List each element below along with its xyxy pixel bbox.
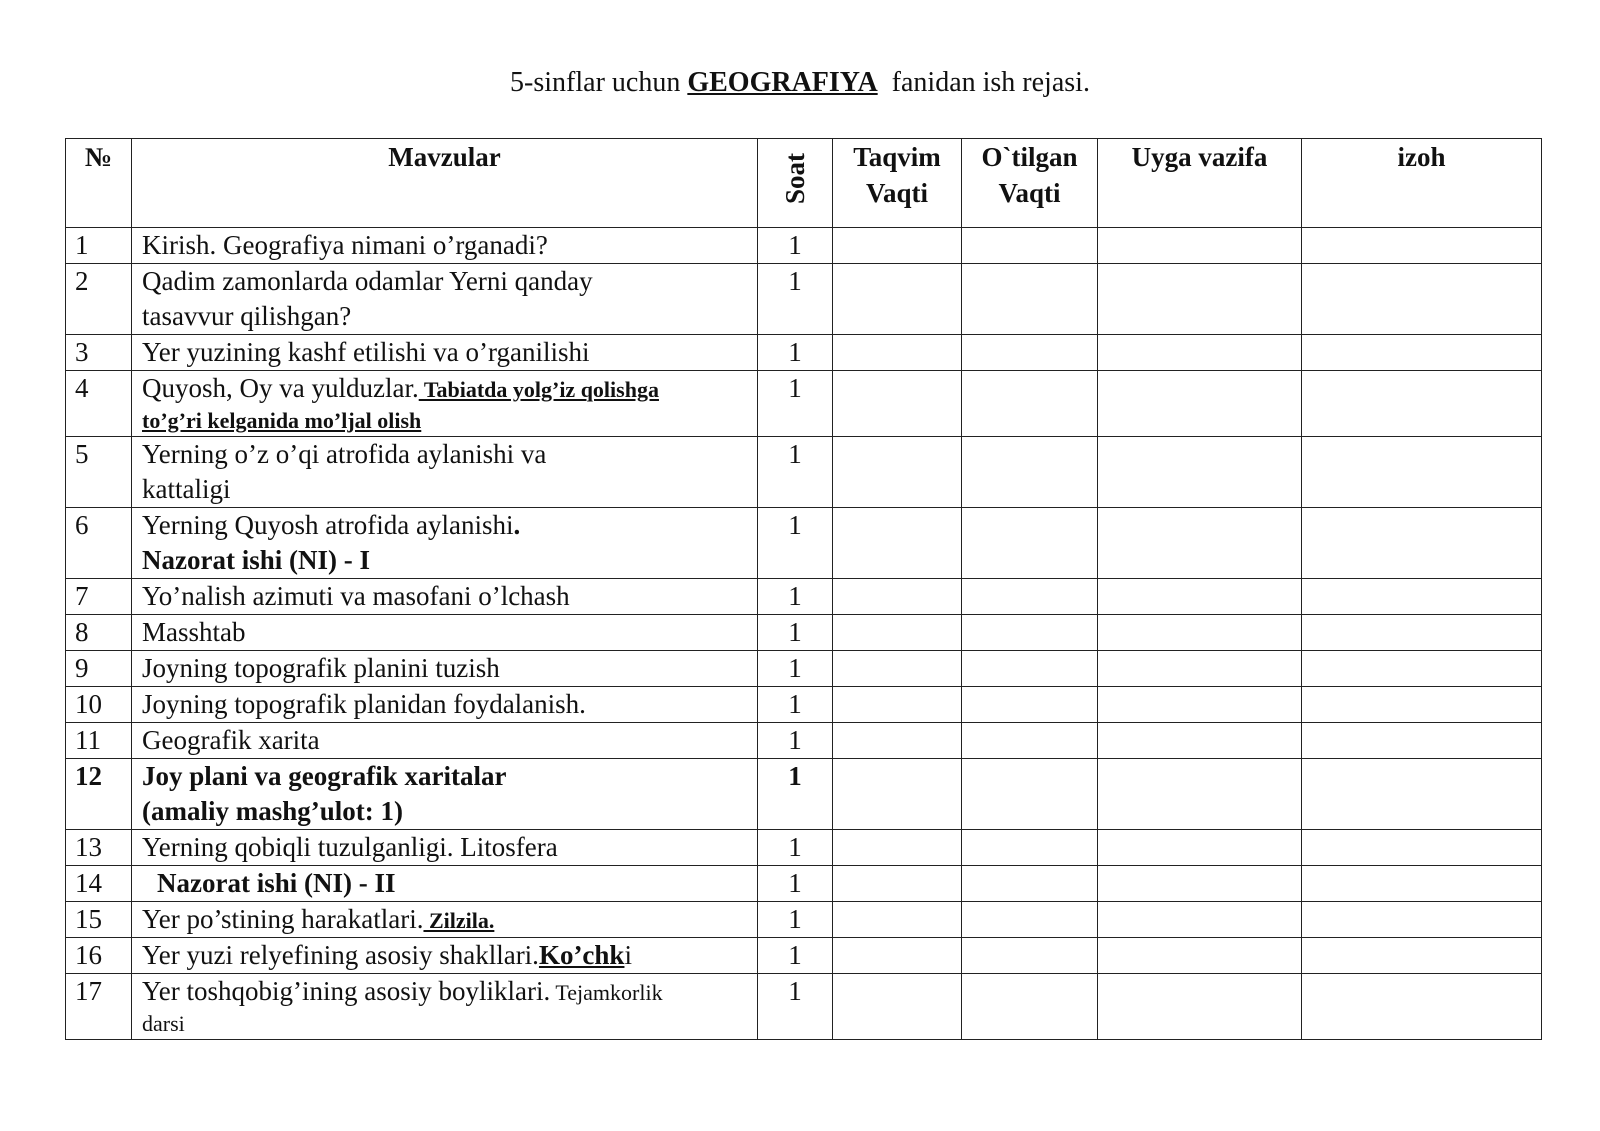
topic-text: Geografik xarita — [142, 725, 320, 755]
row-homework — [1098, 579, 1302, 615]
header-done-line1: O`tilgan — [981, 142, 1078, 172]
row-note — [1302, 264, 1542, 335]
row-done-time — [962, 615, 1098, 651]
header-note: izoh — [1302, 139, 1542, 228]
row-topic — [132, 335, 758, 371]
row-hours: 1 — [758, 651, 833, 687]
topic-line — [142, 228, 751, 263]
row-planned-time — [833, 264, 962, 335]
row-planned-time — [833, 615, 962, 651]
row-topic — [132, 974, 758, 1040]
row-note — [1302, 651, 1542, 687]
row-number: 6 — [66, 508, 132, 579]
row-hours: 1 — [758, 437, 833, 508]
table-row — [66, 830, 1542, 866]
topic-accent: Tabiatda yolg’iz qolishga — [418, 377, 659, 402]
table-row — [66, 759, 1542, 830]
row-planned-time — [833, 974, 962, 1040]
topic-line — [142, 651, 751, 686]
header-hours — [758, 139, 833, 228]
row-note — [1302, 579, 1542, 615]
topic-accent: Zilzila. — [423, 908, 495, 933]
row-note — [1302, 508, 1542, 579]
row-done-time — [962, 974, 1098, 1040]
row-number: 5 — [66, 437, 132, 508]
topic-text: Joyning topografik planini tuzish — [142, 653, 500, 683]
row-topic — [132, 371, 758, 437]
row-topic — [132, 579, 758, 615]
row-topic — [132, 615, 758, 651]
row-homework — [1098, 723, 1302, 759]
topic-text: Yerning Quyosh atrofida aylanishi — [142, 510, 514, 540]
topic-small: Tejamkorlik — [550, 980, 663, 1005]
topic-text: Yer yuzi relyefining asosiy shakllari. — [142, 940, 539, 970]
topic-line-2: (amaliy mashg’ulot: 1) — [142, 796, 403, 826]
row-topic — [132, 830, 758, 866]
header-done-time — [962, 139, 1098, 228]
row-done-time — [962, 938, 1098, 974]
header-done-line2: Vaqti — [998, 178, 1061, 208]
topic-line — [142, 938, 751, 973]
row-number: 12 — [66, 759, 132, 830]
row-homework — [1098, 651, 1302, 687]
topic-text: Yer toshqobig’ining asosiy boyliklari. — [142, 976, 551, 1006]
row-note — [1302, 974, 1542, 1040]
topic-text: Yer yuzining kashf etilishi va o’rganilishi — [142, 337, 590, 367]
row-planned-time — [833, 866, 962, 902]
row-homework — [1098, 974, 1302, 1040]
title-subject: GEOGRAFIYA — [687, 67, 878, 98]
table-row — [66, 508, 1542, 579]
topic-line — [142, 974, 751, 1009]
row-note — [1302, 759, 1542, 830]
table-row — [66, 228, 1542, 264]
row-done-time — [962, 371, 1098, 437]
row-note — [1302, 371, 1542, 437]
table-header-row — [66, 139, 1542, 228]
row-planned-time — [833, 830, 962, 866]
topic-text: Nazorat ishi (NI) - II — [157, 868, 396, 898]
row-topic — [132, 228, 758, 264]
row-note — [1302, 437, 1542, 508]
row-note — [1302, 938, 1542, 974]
topic-line — [142, 866, 751, 901]
row-note — [1302, 335, 1542, 371]
topic-text: Yerning qobiqli tuzulganligi. Litosfera — [142, 832, 558, 862]
table-row — [66, 866, 1542, 902]
row-topic — [132, 687, 758, 723]
row-done-time — [962, 759, 1098, 830]
header-topic: Mavzular — [132, 139, 758, 228]
row-number: 17 — [66, 974, 132, 1040]
row-planned-time — [833, 687, 962, 723]
table-row — [66, 264, 1542, 335]
row-done-time — [962, 866, 1098, 902]
row-number: 13 — [66, 830, 132, 866]
topic-text: Joy plani va geografik xaritalar — [142, 761, 507, 791]
topic-text: Quyosh, Oy va yulduzlar. — [142, 373, 419, 403]
table-row — [66, 437, 1542, 508]
row-topic — [132, 759, 758, 830]
row-number: 15 — [66, 902, 132, 938]
table-row — [66, 335, 1542, 371]
row-planned-time — [833, 902, 962, 938]
document-title — [0, 66, 1600, 100]
topic-line-2: darsi — [142, 1011, 185, 1036]
table-row — [66, 651, 1542, 687]
header-num: № — [66, 139, 132, 228]
topic-line — [142, 579, 751, 614]
row-number: 9 — [66, 651, 132, 687]
row-hours: 1 — [758, 371, 833, 437]
table-row — [66, 687, 1542, 723]
topic-dot: . — [513, 510, 521, 540]
topic-line — [142, 830, 751, 865]
row-number: 8 — [66, 615, 132, 651]
row-topic — [132, 651, 758, 687]
row-hours: 1 — [758, 264, 833, 335]
row-planned-time — [833, 759, 962, 830]
row-planned-time — [833, 228, 962, 264]
row-done-time — [962, 902, 1098, 938]
row-planned-time — [833, 651, 962, 687]
row-planned-time — [833, 579, 962, 615]
table-body — [66, 228, 1542, 1040]
row-hours: 1 — [758, 615, 833, 651]
row-homework — [1098, 437, 1302, 508]
row-homework — [1098, 830, 1302, 866]
row-number: 1 — [66, 228, 132, 264]
topic-text: Joyning topografik planidan foydalanish. — [142, 689, 586, 719]
row-hours: 1 — [758, 687, 833, 723]
row-hours: 1 — [758, 938, 833, 974]
row-done-time — [962, 687, 1098, 723]
row-planned-time — [833, 723, 962, 759]
topic-line — [142, 371, 751, 406]
table-row — [66, 371, 1542, 437]
row-topic — [132, 866, 758, 902]
row-note — [1302, 687, 1542, 723]
row-number: 11 — [66, 723, 132, 759]
header-homework: Uyga vazifa — [1098, 139, 1302, 228]
topic-line-2: Nazorat ishi (NI) - I — [142, 545, 370, 575]
title-suffix: fanidan ish rejasi. — [891, 67, 1090, 98]
row-number: 4 — [66, 371, 132, 437]
row-note — [1302, 830, 1542, 866]
table-row — [66, 615, 1542, 651]
topic-line — [142, 335, 751, 370]
row-note — [1302, 902, 1542, 938]
header-planned-line2: Vaqti — [865, 178, 929, 208]
row-hours: 1 — [758, 723, 833, 759]
row-homework — [1098, 687, 1302, 723]
row-planned-time — [833, 371, 962, 437]
row-hours: 1 — [758, 974, 833, 1040]
row-number: 7 — [66, 579, 132, 615]
topic-line — [142, 687, 751, 722]
row-homework — [1098, 866, 1302, 902]
row-hours: 1 — [758, 228, 833, 264]
row-homework — [1098, 902, 1302, 938]
row-done-time — [962, 508, 1098, 579]
row-homework — [1098, 938, 1302, 974]
topic-line-2: tasavvur qilishgan? — [142, 301, 352, 331]
row-number: 14 — [66, 866, 132, 902]
topic-line — [142, 723, 751, 758]
row-done-time — [962, 228, 1098, 264]
row-planned-time — [833, 335, 962, 371]
topic-line — [142, 615, 751, 650]
row-note — [1302, 723, 1542, 759]
row-topic — [132, 508, 758, 579]
header-hours-label: Soat — [780, 153, 810, 205]
table-row — [66, 938, 1542, 974]
row-done-time — [962, 651, 1098, 687]
topic-text: Masshtab — [142, 617, 246, 647]
topic-line — [142, 759, 751, 794]
title-prefix: 5-sinflar uchun — [510, 67, 681, 98]
row-homework — [1098, 228, 1302, 264]
topic-line — [142, 264, 751, 299]
row-homework — [1098, 615, 1302, 651]
row-planned-time — [833, 938, 962, 974]
row-homework — [1098, 264, 1302, 335]
row-note — [1302, 228, 1542, 264]
work-plan-table — [65, 138, 1542, 1040]
row-planned-time — [833, 508, 962, 579]
topic-line-2: kattaligi — [142, 474, 231, 504]
row-hours: 1 — [758, 759, 833, 830]
header-planned-time — [833, 139, 962, 228]
row-number: 16 — [66, 938, 132, 974]
row-done-time — [962, 437, 1098, 508]
topic-text: Yer po’stining harakatlari. — [142, 904, 424, 934]
topic-accent: Ko’chk — [538, 940, 625, 970]
row-done-time — [962, 579, 1098, 615]
row-homework — [1098, 335, 1302, 371]
header-planned-line1: Taqvim — [853, 142, 941, 172]
table-row — [66, 974, 1542, 1040]
row-number: 10 — [66, 687, 132, 723]
row-done-time — [962, 830, 1098, 866]
row-homework — [1098, 508, 1302, 579]
row-hours: 1 — [758, 579, 833, 615]
topic-line — [142, 902, 751, 937]
row-topic — [132, 437, 758, 508]
row-homework — [1098, 371, 1302, 437]
topic-line — [142, 437, 751, 472]
row-topic — [132, 902, 758, 938]
row-done-time — [962, 723, 1098, 759]
row-hours: 1 — [758, 508, 833, 579]
row-hours: 1 — [758, 830, 833, 866]
row-note — [1302, 615, 1542, 651]
table-row — [66, 579, 1542, 615]
row-number: 2 — [66, 264, 132, 335]
topic-text: Kirish. Geografiya nimani o’rganadi? — [142, 230, 548, 260]
row-planned-time — [833, 437, 962, 508]
topic-line — [142, 508, 751, 543]
row-hours: 1 — [758, 866, 833, 902]
topic-tail: i — [624, 940, 632, 970]
row-topic — [132, 938, 758, 974]
row-homework — [1098, 759, 1302, 830]
row-done-time — [962, 335, 1098, 371]
topic-text: Qadim zamonlarda odamlar Yerni qanday — [142, 266, 593, 296]
row-topic — [132, 264, 758, 335]
topic-line-2: to’g’ri kelganida mo’ljal olish — [142, 408, 422, 433]
table-row — [66, 902, 1542, 938]
table-row — [66, 723, 1542, 759]
row-number: 3 — [66, 335, 132, 371]
row-hours: 1 — [758, 902, 833, 938]
row-note — [1302, 866, 1542, 902]
row-done-time — [962, 264, 1098, 335]
topic-text: Yerning o’z o’qi atrofida aylanishi va — [142, 439, 547, 469]
row-hours: 1 — [758, 335, 833, 371]
row-topic — [132, 723, 758, 759]
topic-text: Yo’nalish azimuti va masofani o’lchash — [142, 581, 570, 611]
